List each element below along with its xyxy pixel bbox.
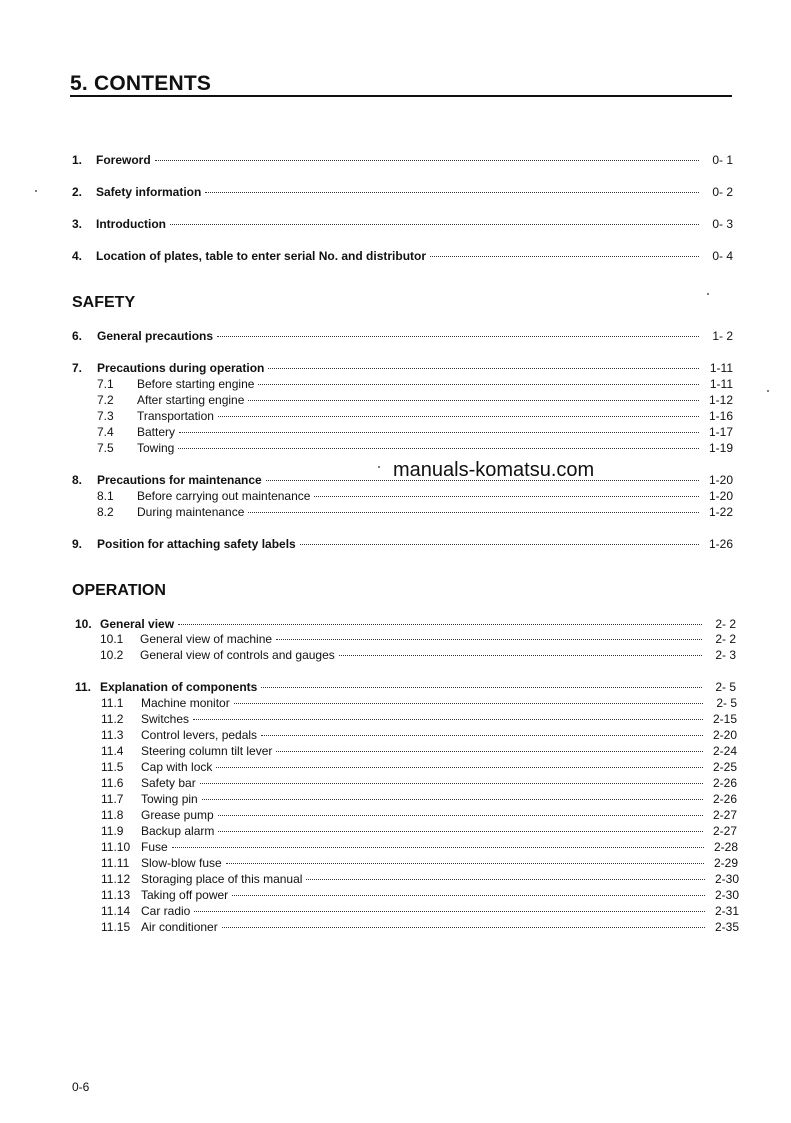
entry-number: 11.11	[101, 856, 130, 870]
entry-page: 2-26	[712, 792, 737, 806]
entry-label: Foreword	[96, 153, 151, 167]
entry-label: After starting engine	[137, 393, 245, 407]
toc-subentry-general-view-controls[interactable]	[100, 648, 736, 663]
entry-label: Before carrying out maintenance	[137, 489, 311, 503]
entry-page: 1-19	[708, 441, 733, 455]
toc-subentry-safety-bar[interactable]	[101, 776, 737, 791]
entry-label: Location of plates, table to enter serial No. and distributor	[96, 249, 427, 263]
toc-subentry-after-starting-engine[interactable]	[97, 393, 733, 408]
page-number: 0-6	[72, 1080, 90, 1094]
entry-page: 2-30	[714, 872, 739, 886]
section-heading-safety: SAFETY	[72, 294, 136, 311]
toc-subentry-car-radio[interactable]	[101, 904, 739, 919]
scan-speck	[707, 293, 709, 295]
section-heading-operation: OPERATION	[72, 582, 166, 599]
dot-leader	[218, 815, 703, 816]
toc-entry-general-view[interactable]	[75, 617, 736, 632]
toc-subentry-before-starting-engine[interactable]	[97, 377, 733, 392]
entry-number: 11.3	[101, 728, 124, 742]
toc-subentry-machine-monitor[interactable]	[101, 696, 737, 711]
entry-number: 8.1	[97, 489, 114, 503]
toc-subentry-during-maintenance[interactable]	[97, 505, 733, 520]
entry-label: Introduction	[96, 217, 166, 231]
dot-leader	[205, 192, 699, 193]
entry-label: Position for attaching safety labels	[97, 537, 296, 551]
toc-subentry-control-levers[interactable]	[101, 728, 737, 743]
dot-leader	[218, 416, 699, 417]
entry-label: Backup alarm	[141, 824, 215, 838]
entry-label: Transportation	[137, 409, 214, 423]
entry-label: Steering column tilt lever	[141, 744, 273, 758]
entry-label: Towing	[137, 441, 175, 455]
entry-label: Battery	[137, 425, 176, 439]
entry-number: 7.4	[97, 425, 114, 439]
entry-label: Precautions for maintenance	[97, 473, 262, 487]
dot-leader	[314, 496, 699, 497]
toc-entry-foreword[interactable]	[72, 153, 733, 168]
toc-entry-precautions-during-operation[interactable]	[72, 361, 733, 376]
entry-page: 0- 3	[712, 217, 733, 231]
scan-speck	[35, 190, 37, 192]
entry-number: 10.1	[100, 632, 124, 646]
entry-label: Control levers, pedals	[141, 728, 258, 742]
entry-page: 2-25	[712, 760, 737, 774]
entry-number: 11.15	[101, 920, 131, 934]
entry-label: Grease pump	[141, 808, 214, 822]
entry-label: Towing pin	[141, 792, 198, 806]
entry-label: Precautions during operation	[97, 361, 265, 375]
entry-page: 1-26	[708, 537, 733, 551]
entry-number: 11.10	[101, 840, 131, 854]
dot-leader	[217, 336, 699, 337]
entry-page: 2-35	[714, 920, 739, 934]
dot-leader	[216, 767, 703, 768]
entry-page: 2- 5	[716, 696, 737, 710]
entry-number: 9.	[72, 537, 83, 551]
toc-subentry-battery[interactable]	[97, 425, 733, 440]
entry-label: Taking off power	[141, 888, 229, 902]
entry-page: 2- 3	[715, 648, 736, 662]
entry-number: 3.	[72, 217, 83, 231]
entry-label: Explanation of components	[100, 680, 258, 694]
entry-label: General precautions	[97, 329, 214, 343]
toc-entry-location-of-plates[interactable]	[72, 249, 733, 264]
toc-subentry-backup-alarm[interactable]	[101, 824, 737, 839]
toc-entry-general-precautions[interactable]	[72, 329, 733, 344]
toc-entry-safety-labels[interactable]	[72, 537, 733, 552]
entry-label: During maintenance	[137, 505, 245, 519]
entry-label: Safety information	[96, 185, 202, 199]
dot-leader	[200, 783, 703, 784]
entry-number: 10.2	[100, 648, 124, 662]
entry-label: Machine monitor	[141, 696, 230, 710]
entry-label: Safety bar	[141, 776, 196, 790]
dot-leader	[268, 368, 699, 369]
dot-leader	[172, 847, 704, 848]
toc-subentry-general-view-machine[interactable]	[100, 632, 736, 647]
entry-label: Cap with lock	[141, 760, 213, 774]
dot-leader	[248, 512, 699, 513]
toc-subentry-switches[interactable]	[101, 712, 737, 727]
entry-page: 2-27	[712, 824, 737, 838]
entry-page: 2-27	[712, 808, 737, 822]
entry-number: 1.	[72, 153, 83, 167]
dot-leader	[276, 639, 702, 640]
toc-subentry-storaging-place[interactable]	[101, 872, 739, 887]
toc-subentry-steering-column[interactable]	[101, 744, 737, 759]
toc-subentry-transportation[interactable]	[97, 409, 733, 424]
dot-leader	[202, 799, 703, 800]
scan-speck	[767, 390, 769, 392]
dot-leader	[170, 224, 699, 225]
dot-leader	[218, 831, 703, 832]
entry-number: 2.	[72, 185, 83, 199]
dot-leader	[234, 703, 703, 704]
toc-subentry-towing[interactable]	[97, 441, 733, 456]
entry-number: 11.12	[101, 872, 131, 886]
entry-label: General view of controls and gauges	[140, 648, 335, 662]
entry-page: 0- 2	[712, 185, 733, 199]
toc-subentry-taking-off-power[interactable]	[101, 888, 739, 903]
entry-page: 2- 5	[715, 680, 736, 694]
entry-page: 2-30	[714, 888, 739, 902]
entry-page: 1-20	[708, 489, 733, 503]
entry-page: 2- 2	[715, 632, 736, 646]
entry-label: General view	[100, 617, 175, 631]
entry-number: 7.	[72, 361, 83, 375]
entry-page: 2-26	[712, 776, 737, 790]
toc-entry-explanation-of-components[interactable]	[75, 680, 736, 695]
dot-leader	[226, 863, 704, 864]
entry-number: 11.7	[101, 792, 124, 806]
entry-number: 11.8	[101, 808, 124, 822]
entry-page: 2- 2	[715, 617, 736, 631]
dot-leader	[261, 687, 702, 688]
page-title: 5. CONTENTS	[70, 72, 212, 95]
entry-number: 8.	[72, 473, 83, 487]
entry-page: 1- 2	[712, 329, 733, 343]
toc-subentry-towing-pin[interactable]	[101, 792, 737, 807]
dot-leader	[306, 879, 705, 880]
entry-label: Fuse	[141, 840, 168, 854]
entry-page: 1-17	[708, 425, 733, 439]
entry-page: 2-15	[712, 712, 737, 726]
entry-number: 11.5	[101, 760, 124, 774]
dot-leader	[430, 256, 699, 257]
dot-leader	[193, 719, 703, 720]
entry-page: 1-11	[709, 377, 733, 391]
toc-subentry-cap-with-lock[interactable]	[101, 760, 737, 775]
entry-number: 11.	[75, 680, 92, 694]
entry-number: 10.	[75, 617, 92, 631]
entry-number: 7.3	[97, 409, 114, 423]
entry-page: 2-31	[714, 904, 739, 918]
scan-speck	[378, 466, 380, 468]
dot-leader	[258, 384, 699, 385]
entry-label: Storaging place of this manual	[141, 872, 303, 886]
entry-page: 1-11	[709, 361, 733, 375]
entry-number: 11.2	[101, 712, 124, 726]
dot-leader	[222, 927, 705, 928]
entry-label: Switches	[141, 712, 190, 726]
entry-label: Car radio	[141, 904, 191, 918]
entry-number: 11.13	[101, 888, 131, 902]
entry-label: General view of machine	[140, 632, 273, 646]
entry-page: 1-22	[708, 505, 733, 519]
toc-subentry-slow-blow-fuse[interactable]	[101, 856, 738, 871]
dot-leader	[178, 448, 699, 449]
entry-number: 11.14	[101, 904, 131, 918]
toc-subentry-air-conditioner[interactable]	[101, 920, 739, 935]
entry-page: 2-29	[713, 856, 738, 870]
entry-page: 1-20	[708, 473, 733, 487]
entry-page: 2-28	[713, 840, 738, 854]
toc-subentry-fuse[interactable]	[101, 840, 738, 855]
entry-page: 2-20	[712, 728, 737, 742]
entry-page: 0- 4	[712, 249, 733, 263]
entry-page: 0- 1	[712, 153, 733, 167]
entry-page: 2-24	[712, 744, 737, 758]
entry-number: 6.	[72, 329, 83, 343]
dot-leader	[276, 751, 703, 752]
dot-leader	[300, 544, 699, 545]
entry-number: 8.2	[97, 505, 114, 519]
entry-page: 1-12	[708, 393, 733, 407]
entry-label: Air conditioner	[141, 920, 218, 934]
entry-number: 4.	[72, 249, 83, 263]
entry-number: 11.6	[101, 776, 124, 790]
entry-number: 11.9	[101, 824, 124, 838]
toc-entry-safety-information[interactable]	[72, 185, 733, 200]
entry-number: 7.2	[97, 393, 114, 407]
entry-label: Slow-blow fuse	[141, 856, 222, 870]
entry-number: 7.5	[97, 441, 114, 455]
entry-number: 11.4	[101, 744, 124, 758]
dot-leader	[179, 432, 699, 433]
toc-entry-introduction[interactable]	[72, 217, 733, 232]
dot-leader	[261, 735, 703, 736]
entry-label: Before starting engine	[137, 377, 255, 391]
dot-leader	[178, 624, 702, 625]
entry-number: 7.1	[97, 377, 114, 391]
dot-leader	[339, 655, 702, 656]
dot-leader	[232, 895, 705, 896]
dot-leader	[248, 400, 699, 401]
toc-subentry-grease-pump[interactable]	[101, 808, 737, 823]
dot-leader	[155, 160, 699, 161]
entry-number: 11.1	[101, 696, 124, 710]
entry-page: 1-16	[708, 409, 733, 423]
toc-subentry-before-maintenance[interactable]	[97, 489, 733, 504]
dot-leader	[194, 911, 705, 912]
watermark-text: manuals-komatsu.com	[393, 459, 595, 481]
title-underline	[70, 95, 732, 97]
